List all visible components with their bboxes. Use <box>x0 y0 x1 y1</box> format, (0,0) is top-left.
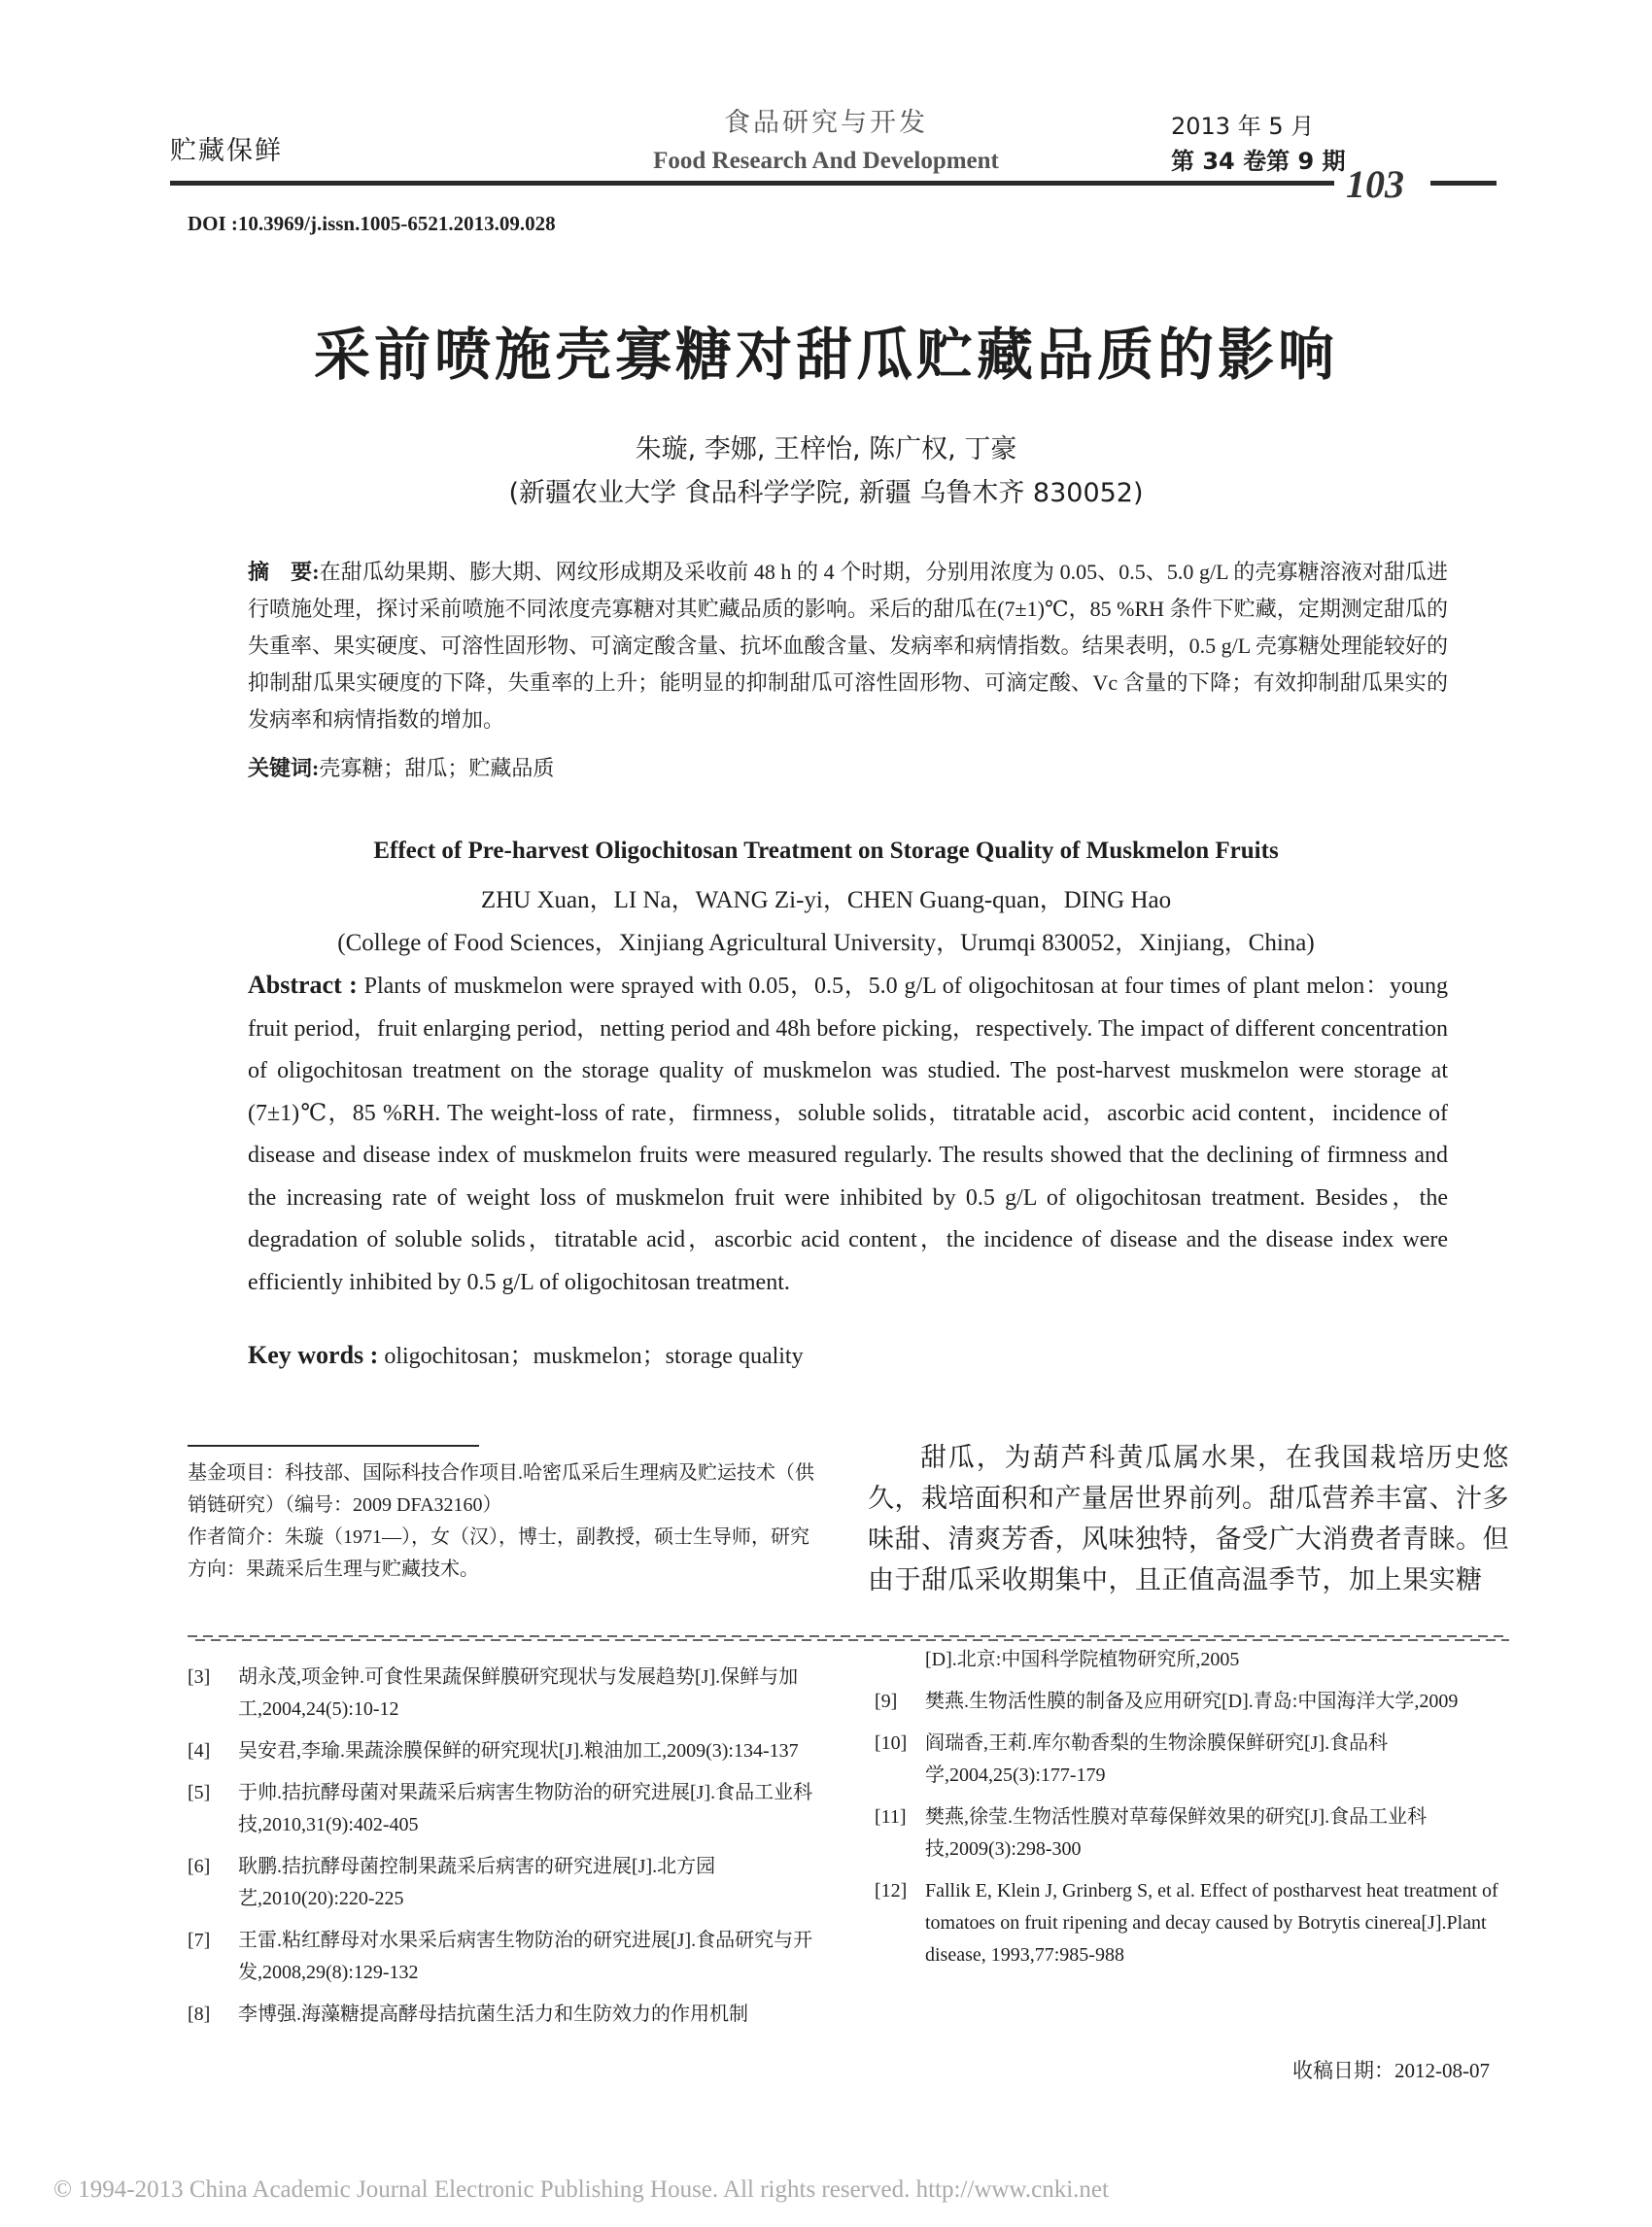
reference-item <box>875 1728 1516 1792</box>
affiliation-en: (College of Food Sciences，Xinjiang Agricultural University，Urumqi 830052，Xinjiang，China) <box>337 930 1315 956</box>
reference-item <box>875 1801 1516 1866</box>
affiliation-cn: (新疆农业大学 食品科学学院, 新疆 乌鲁木齐 830052) <box>508 478 1144 508</box>
footnote-author: 作者简介：朱璇（1971—），女（汉），博士，副教授，硕士生导师，研究方向：果蔬采后生理与贮藏技术。 <box>188 1526 809 1580</box>
reference-item <box>188 1999 819 2031</box>
reference-text: 李博强.海藻糖提高酵母拮抗菌生活力和生防效力的作用机制 <box>238 2004 748 2025</box>
issue-date: 2013 年 5 月 <box>1171 113 1315 140</box>
reference-item <box>875 1875 1516 1971</box>
doi: DOI :10.3969/j.issn.1005-6521.2013.09.028 <box>188 212 556 235</box>
authors-en: ZHU Xuan，LI Na，WANG Zi-yi，CHEN Guang-quan，DING Hao <box>480 887 1172 913</box>
issue-number: 第 34 卷第 9 期 <box>1171 148 1346 175</box>
abstract-en-text: Plants of muskmelon were sprayed with 0.05，0.5，5.0 g/L of oligochitosan at four times of plant melon：young fruit period，fruit enlarging period，netting period and 48h before picking，respectively. The impact of different concentration of oligochitosan treatment on the storage quality of muskmelon was studied. The post-harvest muskmelon were storage at (7±1)℃，85 %RH. The weight-loss of rate，firmness，soluble solids，titratable acid，ascorbic acid content，incidence of disease and disease index of muskmelon fruits were measured regularly. The results showed that the declining of firmness and the increasing rate of weight loss of muskmelon fruit were inhibited by 0.5 g/L of oligochitosan treatment. Besides，the degradation of soluble solids，titratable acid，ascorbic acid content，the incidence of disease and the disease index were efficiently inhibited by 0.5 g/L of oligochitosan treatment. <box>248 974 1448 1295</box>
reference-text: 阎瑞香,王莉.库尔勒香梨的生物涂膜保鲜研究[J].食品科学,2004,25(3):177-179 <box>925 1732 1389 1786</box>
reference-item <box>188 1735 819 1767</box>
keywords-cn-text: 壳寡糖；甜瓜；贮藏品质 <box>319 756 555 780</box>
body-text <box>868 1438 1509 1601</box>
abstract-cn-text: 在甜瓜幼果期、膨大期、网纹形成期及采收前 48 h 的 4 个时期，分别用浓度为 0.05、0.5、5.0 g/L 的壳寡糖溶液对甜瓜进行喷施处理，探讨采前喷施不同浓度壳寡糖对其贮藏品质的影响。采后的甜瓜在(7±1)℃，85 %RH 条件下贮藏，定期测定甜瓜的失重率、果实硬度、可溶性固形物、可滴定酸含量、抗坏血酸含量、发病率和病情指数。结果表明，0.5 g/L 壳寡糖处理能较好的抑制甜瓜果实硬度的下降，失重率的上升；能明显的抑制甜瓜可溶性固形物、可滴定酸、Vc 含量的下降；有效抑制甜瓜果实的发病率和病情指数的增加。 <box>248 560 1449 732</box>
authors-cn: 朱璇, 李娜, 王梓怡, 陈广权, 丁豪 <box>635 434 1017 464</box>
reference-number: [11] <box>875 1806 907 1828</box>
reference-number: [3] <box>188 1666 211 1688</box>
section-separator <box>188 1635 1509 1641</box>
reference-number: [6] <box>188 1856 211 1877</box>
keywords-cn-label: 关键词: <box>248 756 320 780</box>
keywords-en-text: oligochitosan；muskmelon；storage quality <box>384 1344 804 1369</box>
reference-number: [10] <box>875 1732 908 1754</box>
references-left <box>188 1662 819 2040</box>
keywords-en-label: Key words : <box>248 1341 379 1369</box>
abstract-en <box>248 964 1448 1304</box>
copyright-watermark: © 1994-2013 China Academic Journal Electronic Publishing House. All rights reserved. http://www.cnki.net <box>53 2176 1109 2203</box>
reference-number: [4] <box>188 1740 211 1762</box>
reference-continuation: [D].北京:中国科学院植物研究所,2005 <box>925 1649 1240 1670</box>
abstract-cn-label: 摘 要: <box>248 560 320 584</box>
reference-text: Fallik E, Klein J, Grinberg S, et al. Effect of postharvest heat treatment of tomatoes on fruit ripening and decay caused by Botrytis cinerea[J].Plant disease, 1993,77:985-988 <box>925 1880 1498 1966</box>
reference-text: 耿鹏.拮抗酵母菌控制果蔬采后病害的研究进展[J].北方园艺,2010(20):220-225 <box>238 1856 716 1909</box>
reference-number: [8] <box>188 2004 211 2025</box>
journal-name-en: Food Research And Development <box>653 148 999 174</box>
header-rule-right <box>1430 181 1497 186</box>
reference-item <box>188 1925 819 1989</box>
journal-name-cn: 食品研究与开发 <box>724 108 928 138</box>
footnote-fund: 基金项目：科技部、国际科技合作项目.哈密瓜采后生理病及贮运技术（供销链研究）（编号：2009 DFA32160） <box>188 1462 814 1516</box>
abstract-en-label: Abstract : <box>248 971 358 999</box>
reference-text: 吴安君,李瑜.果蔬涂膜保鲜的研究现状[J].粮油加工,2009(3):134-137 <box>238 1740 799 1762</box>
keywords-cn <box>248 752 554 782</box>
paper-title-en: Effect of Pre-harvest Oligochitosan Treatment on Storage Quality of Muskmelon Fruits <box>373 838 1279 864</box>
reference-text: 胡永茂,项金钟.可食性果蔬保鲜膜研究现状与发展趋势[J].保鲜与加工,2004,24(5):10-12 <box>238 1666 799 1720</box>
footnote <box>188 1457 819 1586</box>
reference-item <box>188 1662 819 1726</box>
reference-text: 樊燕,徐莹.生物活性膜对草莓保鲜效果的研究[J].食品工业科技,2009(3):298-300 <box>925 1806 1428 1860</box>
keywords-en <box>248 1336 804 1370</box>
reference-text: 于帅.拮抗酵母菌对果蔬采后病害生物防治的研究进展[J].食品工业科技,2010,31(9):402-405 <box>238 1782 813 1835</box>
reference-item <box>188 1777 819 1841</box>
reference-number: [7] <box>188 1930 211 1951</box>
reference-text: 王雷.粘红酵母对水果采后病害生物防治的研究进展[J].食品研究与开发,2008,29(8):129-132 <box>238 1930 813 1983</box>
reference-number: [5] <box>188 1782 211 1803</box>
reference-item <box>188 1851 819 1915</box>
abstract-cn <box>248 554 1448 738</box>
header-rule <box>170 181 1334 186</box>
footnote-rule <box>188 1445 479 1447</box>
received-date: 收稿日期：2012-08-07 <box>1292 2059 1490 2082</box>
reference-number: [12] <box>875 1880 908 1902</box>
paper-title: 采前喷施壳寡糖对甜瓜贮藏品质的影响 <box>313 322 1338 388</box>
reference-text: 樊燕.生物活性膜的制备及应用研究[D].青岛:中国海洋大学,2009 <box>925 1691 1459 1712</box>
references-right <box>875 1644 1516 1981</box>
reference-number: [9] <box>875 1691 898 1712</box>
section-label: 贮藏保鲜 <box>170 136 283 166</box>
body-paragraph: 甜瓜，为葫芦科黄瓜属水果，在我国栽培历史悠久，栽培面积和产量居世界前列。甜瓜营养丰富、汁多味甜、清爽芳香，风味独特，备受广大消费者青睐。但由于甜瓜采收期集中，且正值高温季节，加上果实糖 <box>868 1443 1509 1595</box>
reference-item <box>875 1686 1516 1718</box>
page-number: 103 <box>1346 162 1404 206</box>
